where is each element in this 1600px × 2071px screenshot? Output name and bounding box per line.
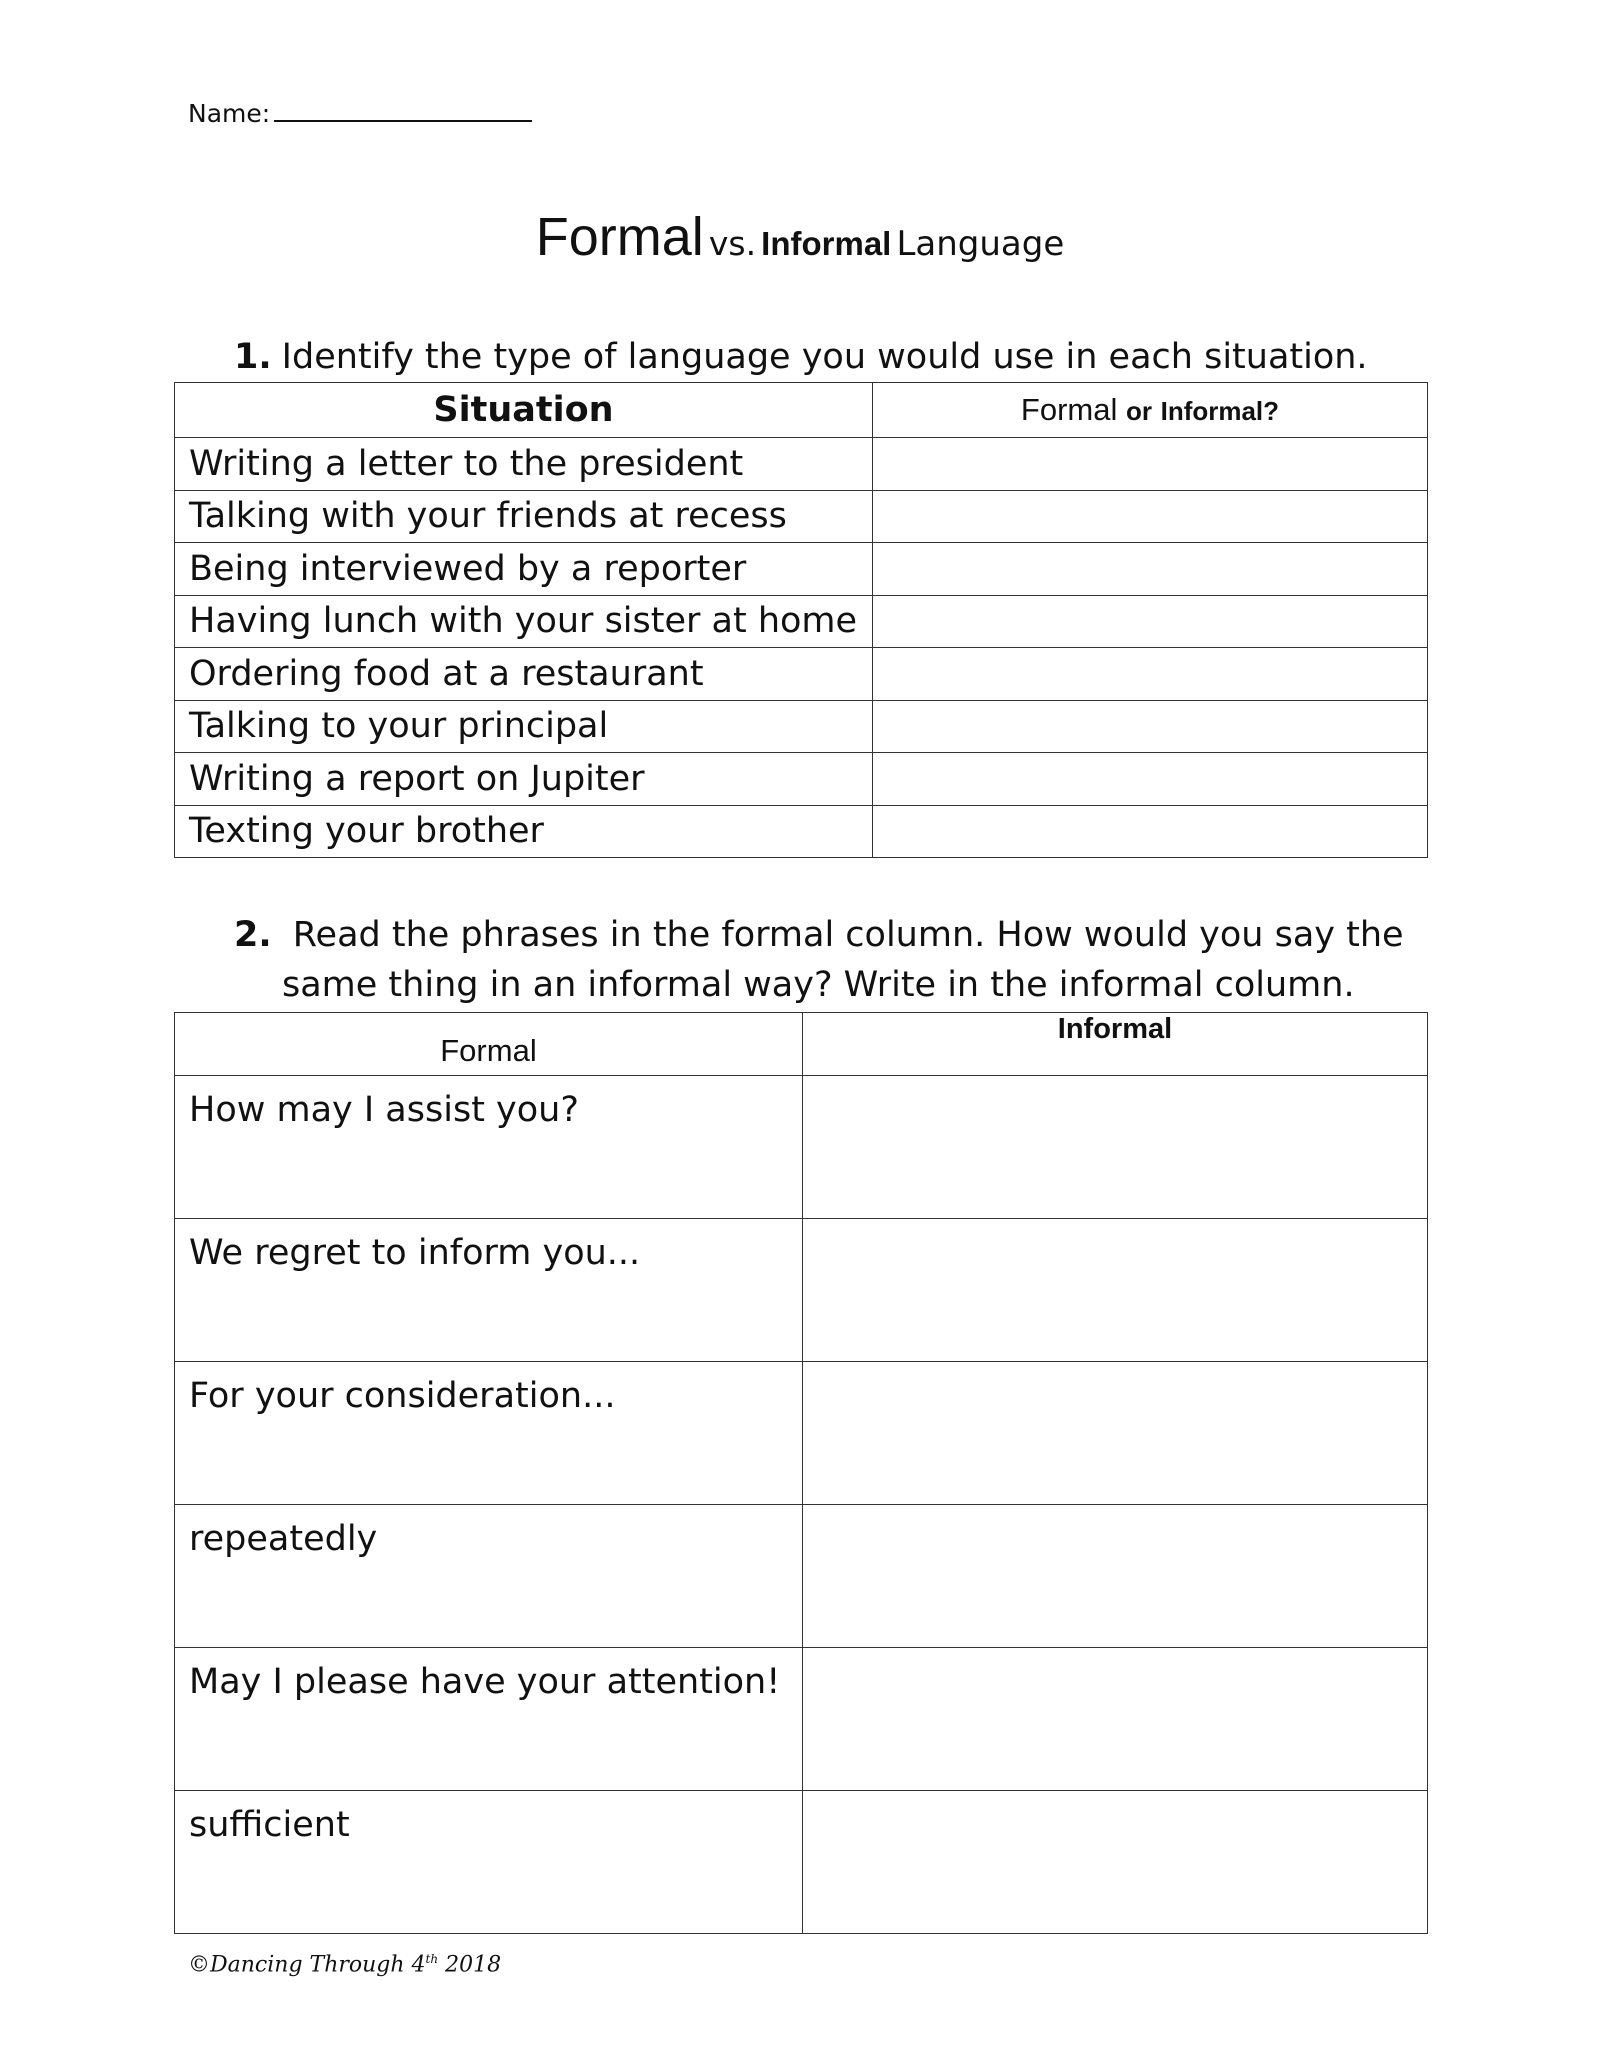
question-1-prompt: Identify the type of language you would use in each situation. (281, 337, 1368, 377)
phrase-table (174, 1012, 1428, 1934)
header-formal: Formal (175, 1013, 803, 1076)
answer-cell[interactable] (872, 543, 1427, 596)
name-field (188, 96, 532, 128)
table-row (175, 1791, 1428, 1934)
answer-cell[interactable] (872, 753, 1427, 806)
answer-cell[interactable] (872, 700, 1427, 753)
answer-cell[interactable] (872, 438, 1427, 491)
table-row (175, 700, 1428, 753)
table-row (175, 1076, 1428, 1219)
name-label: Name: (188, 99, 271, 128)
table-row (175, 648, 1428, 701)
header-informal-word: Informal? (1160, 396, 1280, 426)
formal-phrase-cell: repeatedly (175, 1505, 803, 1648)
formal-phrase-cell: We regret to inform you... (175, 1219, 803, 1362)
name-blank-line[interactable] (274, 96, 532, 122)
title-formal: Formal (535, 207, 704, 267)
situation-cell: Talking to your principal (175, 700, 873, 753)
answer-cell[interactable] (872, 805, 1427, 858)
copyright-superscript: th (425, 1952, 439, 1966)
table-row (175, 595, 1428, 648)
table-row (175, 1362, 1428, 1505)
question-2 (234, 910, 1414, 1010)
situation-table (174, 382, 1428, 858)
header-situation: Situation (175, 383, 873, 438)
situation-table-header (175, 383, 1428, 438)
informal-answer-cell[interactable] (802, 1505, 1427, 1648)
situation-cell: Ordering food at a restaurant (175, 648, 873, 701)
situation-cell: Talking with your friends at recess (175, 490, 873, 543)
phrase-table-header (175, 1013, 1428, 1076)
question-2-prompt-line2: same thing in an informal way? Write in the informal column. (282, 965, 1355, 1005)
table-row (175, 1219, 1428, 1362)
question-1-number: 1. (234, 337, 272, 377)
situation-cell: Writing a letter to the president (175, 438, 873, 491)
page-title (0, 206, 1600, 268)
situation-cell: Being interviewed by a reporter (175, 543, 873, 596)
copyright-text: ©Dancing Through 4 (188, 1952, 426, 1978)
formal-phrase-cell: How may I assist you? (175, 1076, 803, 1219)
answer-cell[interactable] (872, 648, 1427, 701)
header-formal-word: Formal (1020, 392, 1118, 427)
formal-phrase-cell: For your consideration... (175, 1362, 803, 1505)
table-row (175, 805, 1428, 858)
header-or-word: or (1125, 396, 1152, 426)
title-language: Language (896, 224, 1065, 264)
informal-answer-cell[interactable] (802, 1791, 1427, 1934)
table-row (175, 1648, 1428, 1791)
informal-answer-cell[interactable] (802, 1219, 1427, 1362)
question-2-prompt-line1: Read the phrases in the formal column. How would you say the (292, 915, 1404, 955)
table-row (175, 753, 1428, 806)
informal-answer-cell[interactable] (802, 1076, 1427, 1219)
table-row (175, 543, 1428, 596)
copyright-year: 2018 (445, 1952, 502, 1978)
informal-answer-cell[interactable] (802, 1362, 1427, 1505)
copyright-footer (188, 1952, 501, 1977)
question-2-number: 2. (234, 915, 272, 955)
formal-phrase-cell: sufficient (175, 1791, 803, 1934)
header-formal-or-informal (872, 383, 1427, 438)
situation-cell: Writing a report on Jupiter (175, 753, 873, 806)
table-row (175, 438, 1428, 491)
header-informal: Informal (802, 1013, 1427, 1076)
answer-cell[interactable] (872, 490, 1427, 543)
answer-cell[interactable] (872, 595, 1427, 648)
formal-phrase-cell: May I please have your attention! (175, 1648, 803, 1791)
title-vs: vs. (708, 224, 757, 263)
situation-cell: Texting your brother (175, 805, 873, 858)
informal-answer-cell[interactable] (802, 1648, 1427, 1791)
situation-cell: Having lunch with your sister at home (175, 595, 873, 648)
question-1 (234, 332, 1368, 382)
table-row (175, 1505, 1428, 1648)
title-informal: Informal (761, 225, 892, 262)
table-row (175, 490, 1428, 543)
